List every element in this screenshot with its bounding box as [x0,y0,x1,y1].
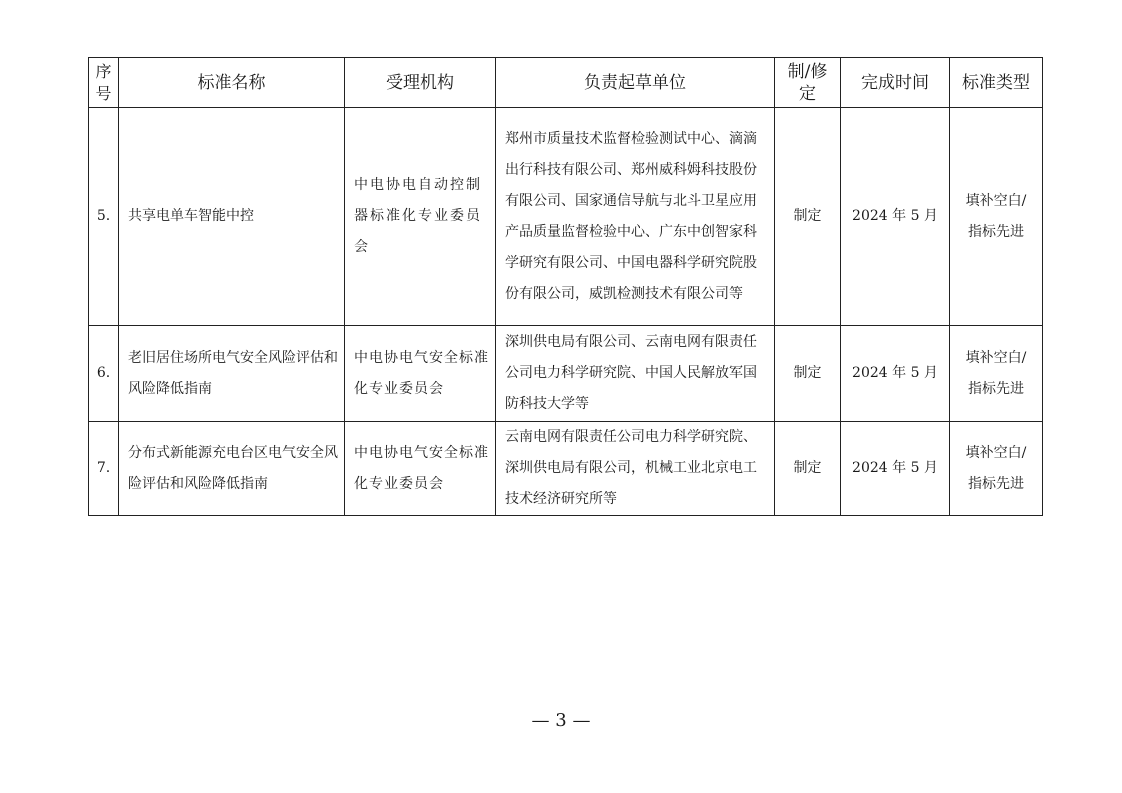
accepting-org: 中电协电自动控制器标准化专业委员会 [345,108,496,326]
kind: 制定 [775,326,841,422]
table-row [89,108,1043,326]
table-row [89,326,1043,422]
header-serial: 序号 [89,58,119,108]
row-number: 5. [89,108,119,326]
header-drafting-units: 负责起草单位 [496,58,775,108]
row-number: 7. [89,422,119,516]
completion-time: 2024 年 5 月 [841,422,950,516]
page-number: — 3 — [531,710,591,731]
drafting-units: 云南电网有限责任公司电力科学研究院、深圳供电局有限公司，机械工业北京电工技术经济研究所等 [496,422,775,516]
standard-type: 填补空白/指标先进 [950,326,1043,422]
header-kind: 制/修定 [775,58,841,108]
standard-type: 填补空白/指标先进 [950,108,1043,326]
table-header-row [89,58,1043,108]
header-standard-name: 标准名称 [119,58,345,108]
drafting-units: 郑州市质量技术监督检验测试中心、滴滴出行科技有限公司、郑州威科姆科技股份有限公司、国家通信导航与北斗卫星应用产品质量监督检验中心、广东中创智家科学研究有限公司、中国电器科学研究院股份有限公司，威凯检测技术有限公司等 [496,108,775,326]
kind: 制定 [775,108,841,326]
completion-time: 2024 年 5 月 [841,326,950,422]
standard-type: 填补空白/指标先进 [950,422,1043,516]
completion-time: 2024 年 5 月 [841,108,950,326]
accepting-org: 中电协电气安全标准化专业委员会 [345,326,496,422]
table-row [89,422,1043,516]
header-accepting-org: 受理机构 [345,58,496,108]
row-number: 6. [89,326,119,422]
kind: 制定 [775,422,841,516]
accepting-org: 中电协电气安全标准化专业委员会 [345,422,496,516]
standard-name: 分布式新能源充电台区电气安全风险评估和风险降低指南 [119,422,345,516]
header-completion-time: 完成时间 [841,58,950,108]
header-standard-type: 标准类型 [950,58,1043,108]
drafting-units: 深圳供电局有限公司、云南电网有限责任公司电力科学研究院、中国人民解放军国防科技大学等 [496,326,775,422]
standards-table [88,57,1043,516]
standard-name: 老旧居住场所电气安全风险评估和风险降低指南 [119,326,345,422]
standard-name: 共享电单车智能中控 [119,108,345,326]
